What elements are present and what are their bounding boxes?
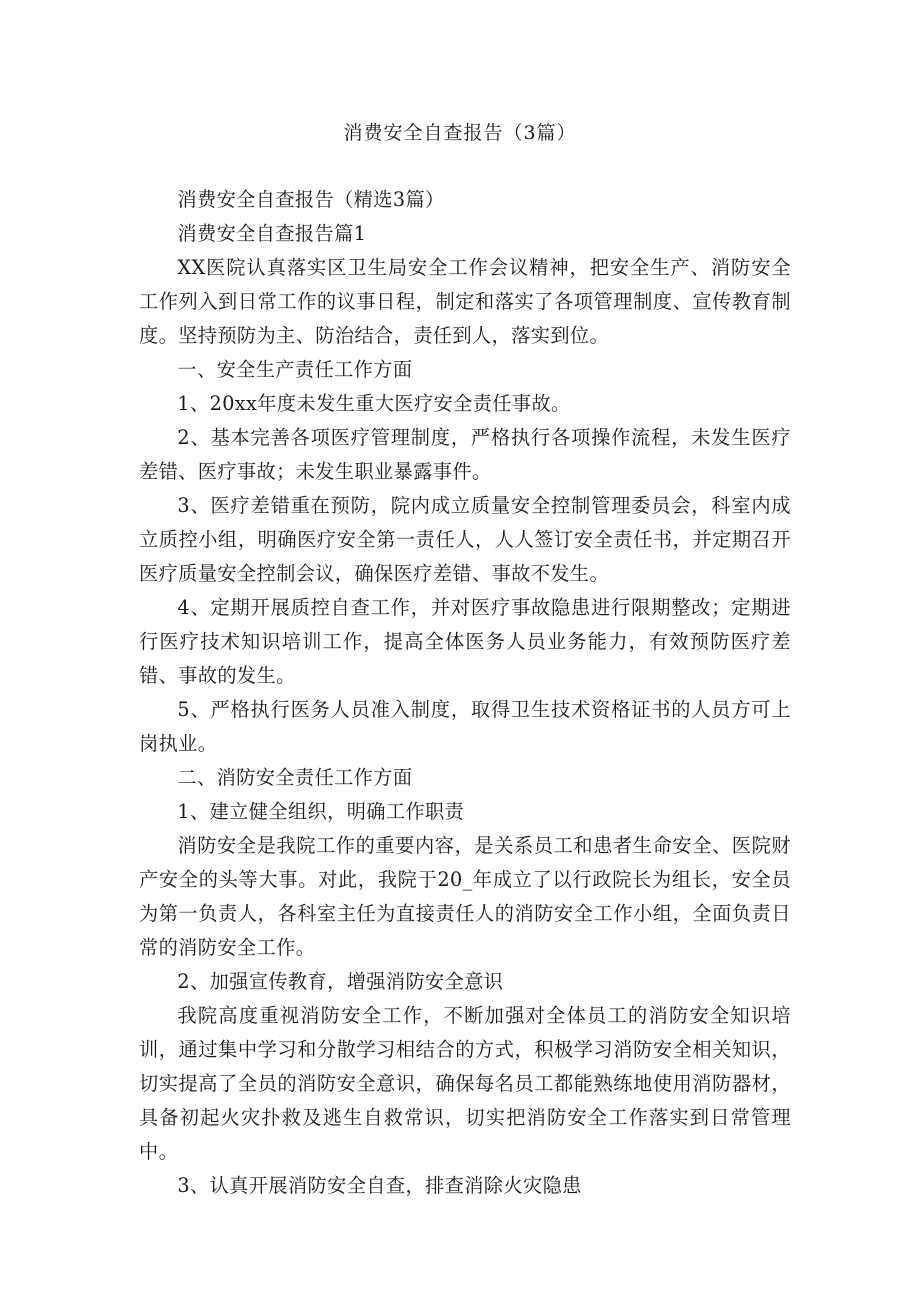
subtitle-paragraph: 消费安全自查报告（精选3篇） — [177, 188, 445, 211]
body-paragraph: XX医院认真落实区卫生局安全工作会议精神，把安全生产、消防安全工作列入到日常工作的议事日程，制定和落实了各项管理制度、宣传教育制度。坚持预防为主、防治结合，责任到人，落实到位。 — [139, 256, 791, 347]
section-heading: 一、安全生产责任工作方面 — [177, 358, 413, 381]
body-paragraph: 5、严格执行医务人员准入制度，取得卫生技术资格证书的人员方可上岗执业。 — [139, 698, 791, 755]
body-paragraph: 我院高度重视消防安全工作，不断加强对全体员工的消防安全知识培训，通过集中学习和分散学习相结合的方式，积极学习消防安全相关知识，切实提高了全员的消防安全意识，确保每名员工都能熟练地使用消防器材，具备初起火灾扑救及逃生自救常识，切实把消防安全工作落实到日常管理中。 — [139, 1004, 791, 1163]
subsection-heading: 2、加强宣传教育，增强消防安全意识 — [177, 970, 504, 993]
section-heading: 二、消防安全责任工作方面 — [177, 766, 413, 789]
subsection-heading: 3、认真开展消防安全自查，排查消除火灾隐患 — [177, 1174, 582, 1197]
document-title: 消费安全自查报告（3篇） — [343, 122, 577, 144]
body-paragraph: 2、基本完善各项医疗管理制度，严格执行各项操作流程，未发生医疗差错、医疗事故；未发生职业暴露事件。 — [139, 426, 791, 483]
subsection-heading: 1、建立健全组织，明确工作职责 — [177, 800, 465, 823]
body-paragraph: 消防安全是我院工作的重要内容，是关系员工和患者生命安全、医院财产安全的头等大事。对此，我院于20_年成立了以行政院长为组长，安全员为第一负责人，各科室主任为直接责任人的消防安全工作小组，全面负责日常的消防安全工作。 — [139, 834, 791, 959]
document-body — [139, 183, 791, 1203]
body-paragraph: 1、20xx年度未发生重大医疗安全责任事故。 — [177, 392, 571, 415]
section-heading: 消费安全自查报告篇1 — [177, 222, 367, 245]
body-paragraph: 3、医疗差错重在预防，院内成立质量安全控制管理委员会，科室内成立质控小组，明确医疗安全第一责任人，人人签订安全责任书，并定期召开医疗质量安全控制会议，确保医疗差错、事故不发生。 — [139, 494, 791, 585]
body-paragraph: 4、定期开展质控自查工作，并对医疗事故隐患进行限期整改；定期进行医疗技术知识培训工作，提高全体医务人员业务能力，有效预防医疗差错、事故的发生。 — [139, 596, 791, 687]
